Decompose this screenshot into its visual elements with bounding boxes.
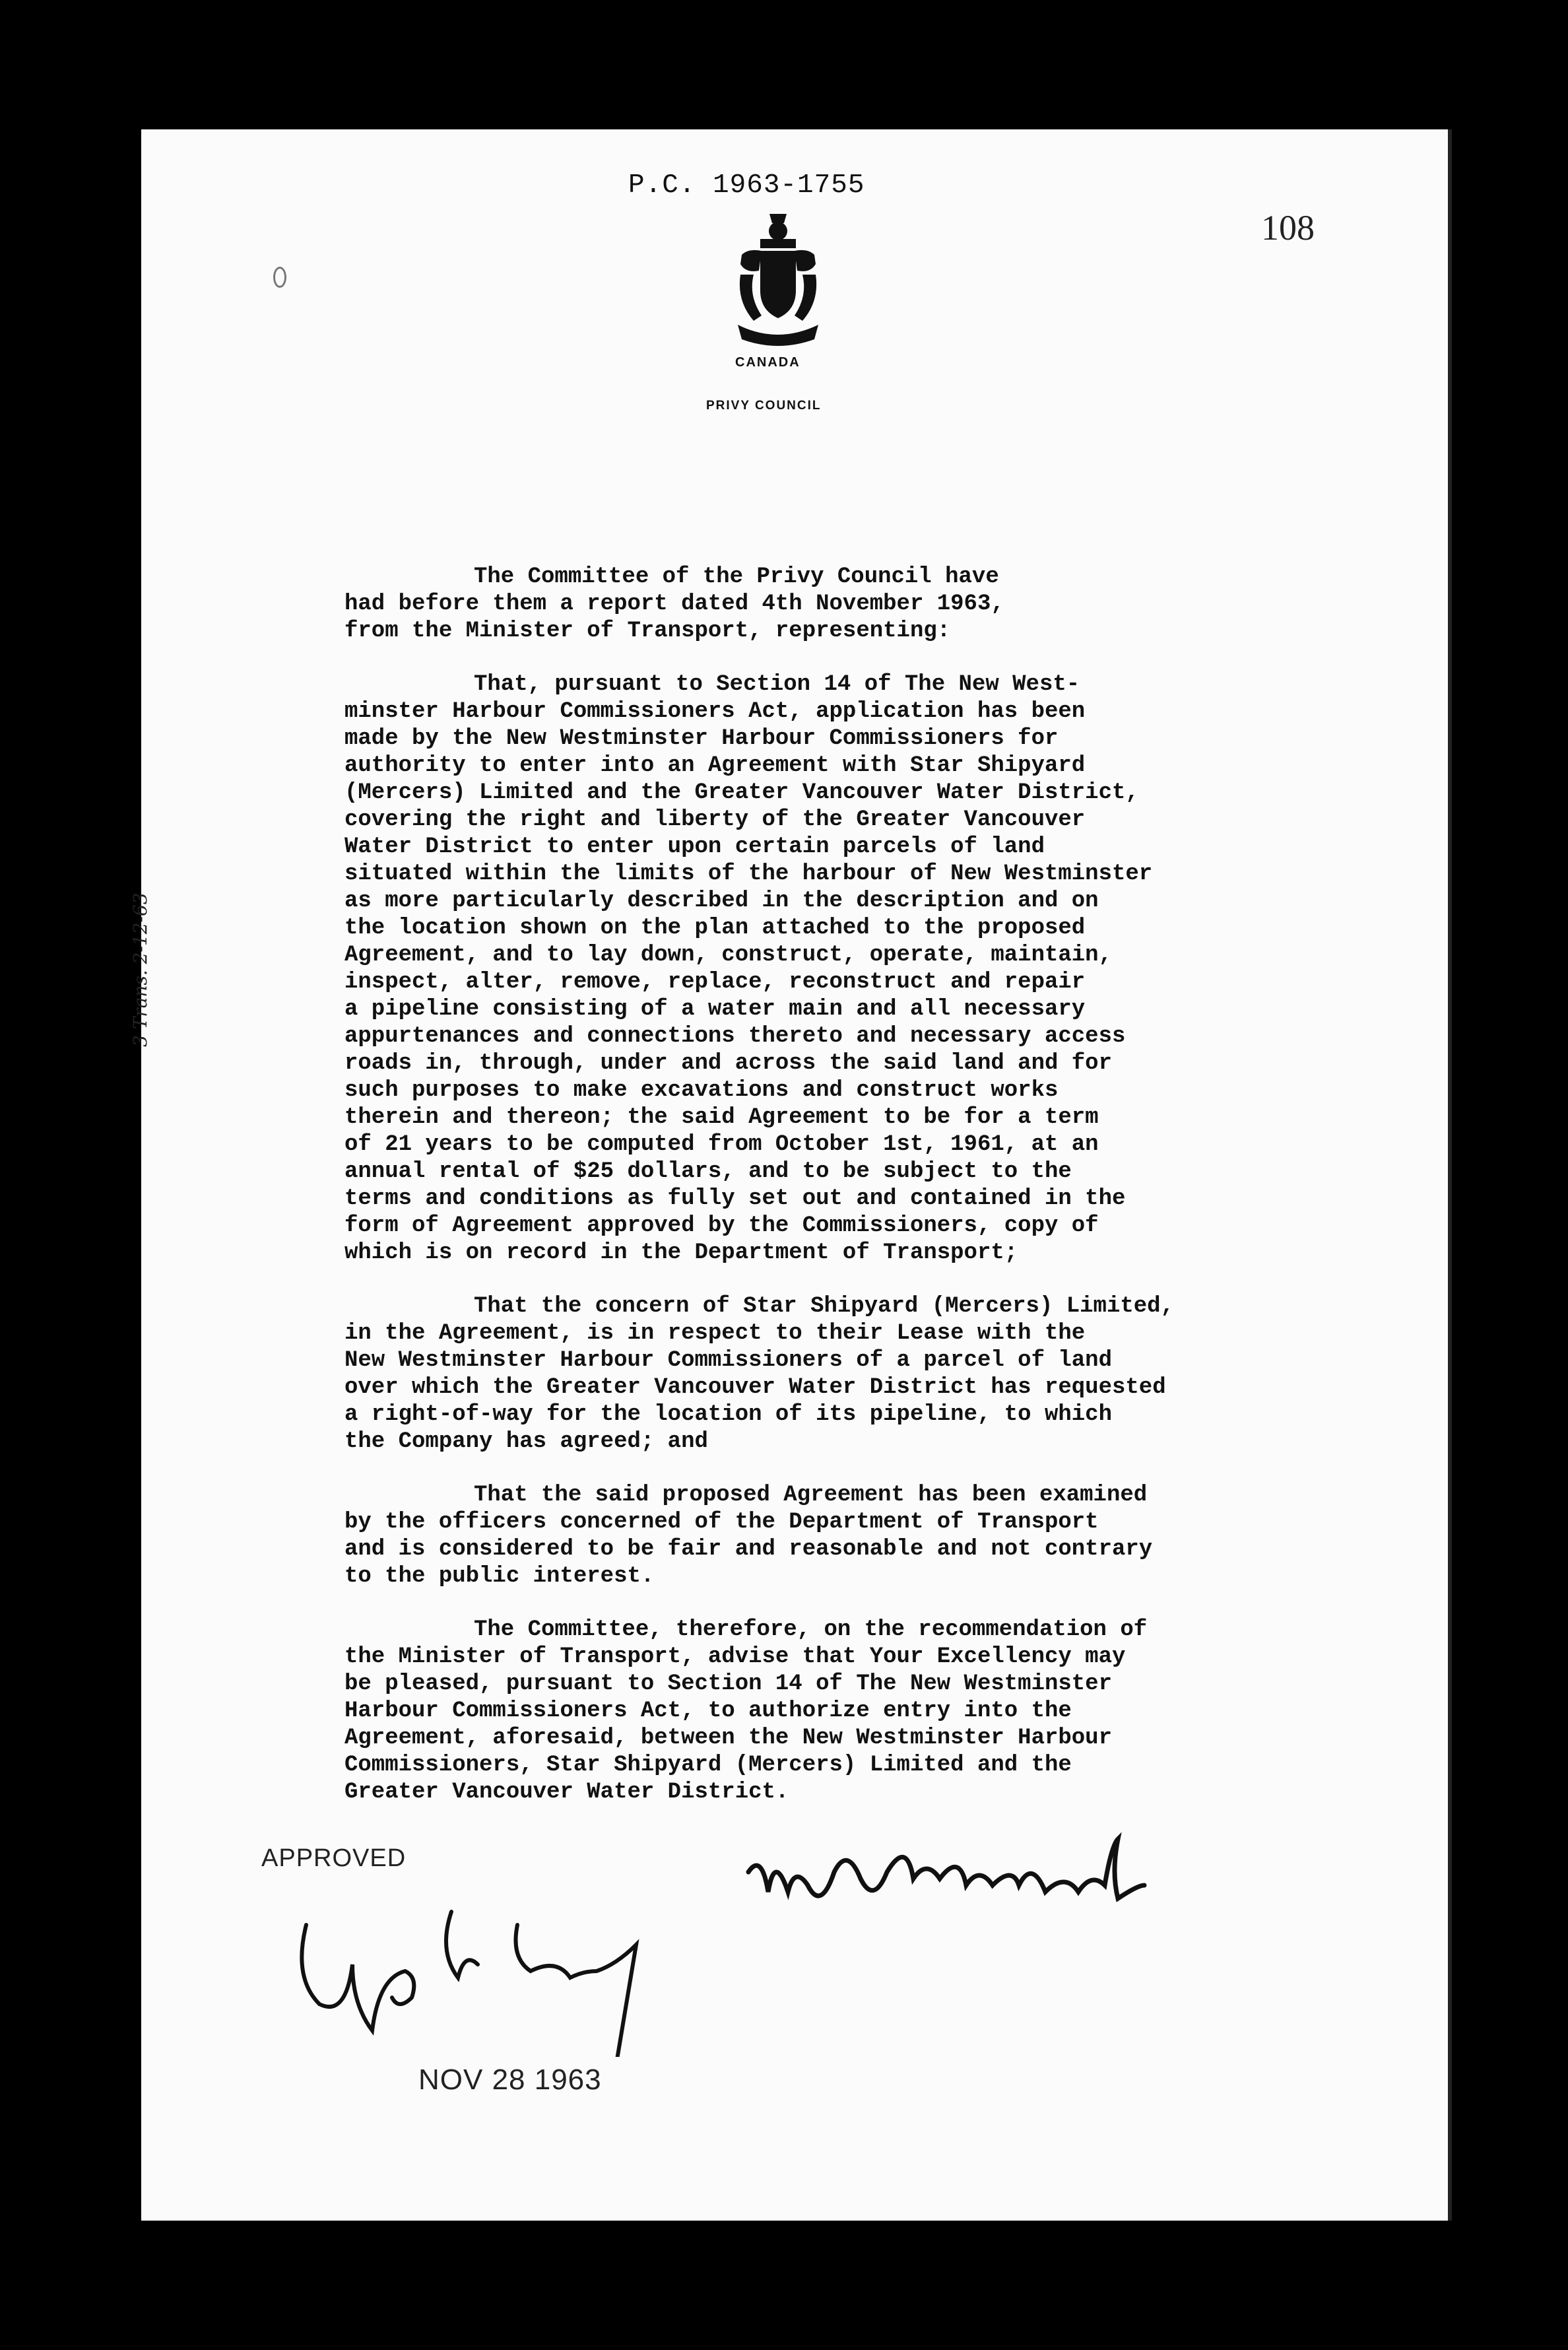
paragraph-1: The Committee of the Privy Council have had before them a report dated 4th November 1963, from the Minister of Transport, representing: [344,564,1004,644]
approved-label: APPROVED [261,1844,407,1872]
page-number: 108 [1261,208,1315,248]
paragraph-5: The Committee, therefore, on the recommendation of the Minister of Transport, advise that Your Excellency may be pleased, pursuant to Section 14 of The New Westminster Harbour Commissioners Act, to authorize entry into the Agreement, aforesaid, between the New Westminster Harbour Commissioners, Star Shipyard (Mercers) Limited and the Greater Vancouver Water District. [344,1617,1148,1805]
order-body [344,564,1374,1832]
paragraph-4: That the said proposed Agreement has been examined by the officers concerned of the Department of Transport and is considered to be fair and reasonable and not contrary to the public interest. [344,1483,1153,1589]
office-label: PRIVY COUNCIL [706,399,822,413]
punch-hole [273,267,286,288]
country-label: CANADA [735,355,800,370]
order-number: P.C. 1963-1755 [628,170,865,201]
document-page [129,129,1452,2221]
clerk-signature [735,1813,1369,1945]
approval-date-stamp: NOV 28 1963 [418,2064,602,2096]
governor-signature [280,1885,709,2057]
coat-of-arms-icon [729,209,828,354]
paragraph-3: That the concern of Star Shipyard (Mercers) Limited, in the Agreement, is in respect to their Lease with the New Westminster Harbour Commissioners of a parcel of land over which the Greater Vancouver Water District has requested a right-of-way for the location of its pipeline, to which the Company has agreed; and [344,1294,1174,1454]
paragraph-2: That, pursuant to Section 14 of The New West- minster Harbour Commissioners Act, application has been made by the New Westminster Harbour Commissioners for authority to enter into an Agreement with Star Shipyard (Mercers) Limited and the Greater Vancouver Water District, covering the right and liberty of the Greater Vancouver Water District to enter upon certain parcels of land situated within the limits of the harbour of New Westminster as more particularly described in the description and on the location shown on the plan attached to the proposed Agreement, and to lay down, construct, operate, maintain, inspect, alter, remove, replace, reconstruct and repair a pipeline consisting of a water main and all necessary appurtenances and connections thereto and necessary access roads in, through, under and across the said land and for such purposes to make excavations and construct works therein and thereon; the said Agreement to be for a term of 21 years to be computed from October 1st, 1961, at an annual rental of $25 dollars, and to be subject to the terms and conditions as fully set out and contained in the form of Agreement approved by the Commissioners, copy of which is on record in the Department of Transport; [344,672,1153,1265]
margin-note: 3 Trans. 2-12-63 [129,892,151,1047]
